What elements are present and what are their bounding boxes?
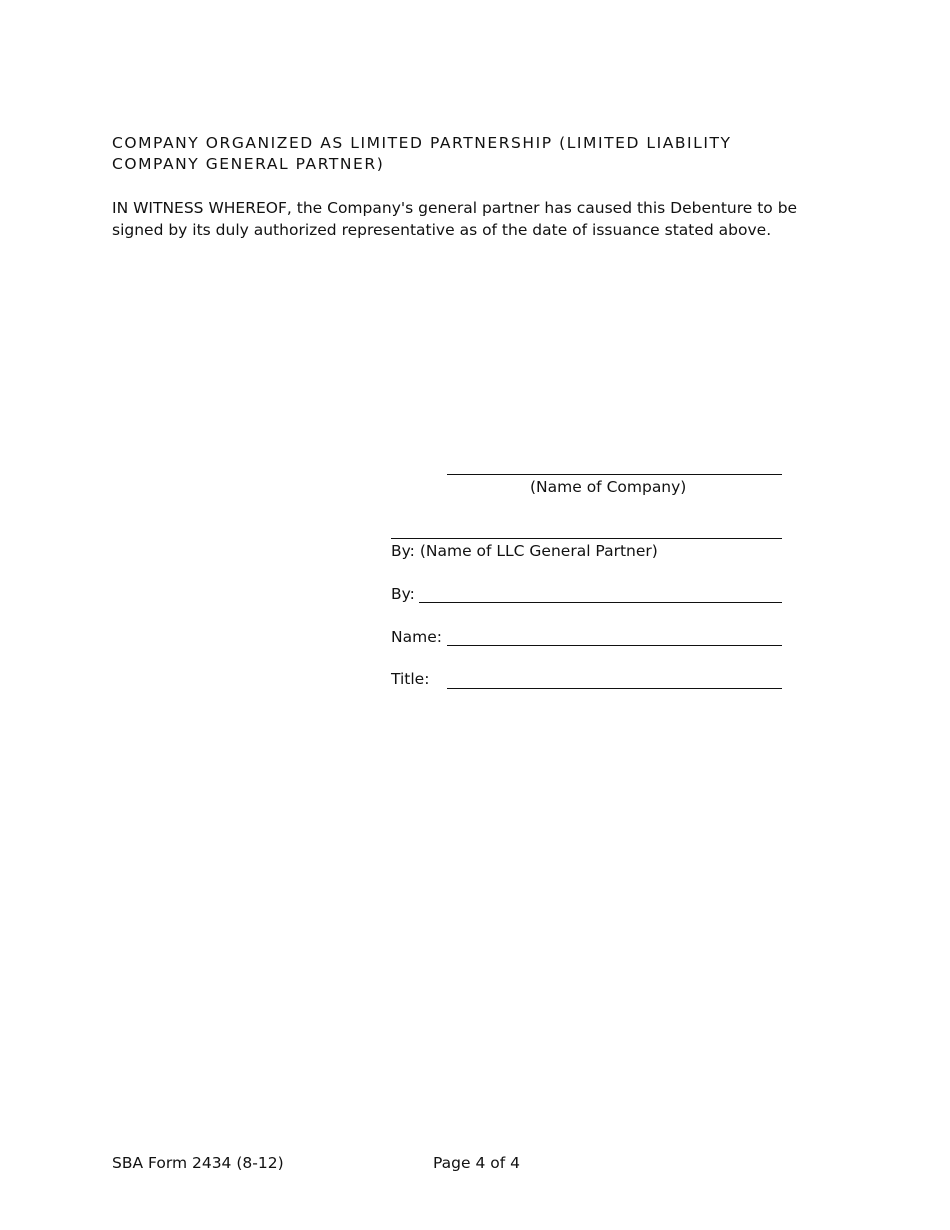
name-label: Name: <box>391 628 442 646</box>
company-name-caption: (Name of Company) <box>530 478 687 496</box>
section-heading: COMPANY ORGANIZED AS LIMITED PARTNERSHIP (LIMITED LIABILITY COMPANY GENERAL PARTNER) <box>112 134 732 173</box>
form-identifier: SBA Form 2434 (8-12) <box>112 1154 284 1172</box>
name-field-line[interactable] <box>447 645 782 646</box>
by-label: By: <box>391 585 415 603</box>
by-signature-line[interactable] <box>419 602 782 603</box>
title-label: Title: <box>391 670 430 688</box>
page-number: Page 4 of 4 <box>433 1154 520 1172</box>
general-partner-signature-line[interactable] <box>391 538 782 539</box>
title-field-line[interactable] <box>447 688 782 689</box>
witness-paragraph: IN WITNESS WHEREOF, the Company's general partner has caused this Debenture to be signed by its duly authorized representative as of the date of issuance stated above. <box>112 199 798 239</box>
general-partner-caption: By: (Name of LLC General Partner) <box>391 542 658 560</box>
company-name-signature-line[interactable] <box>447 474 782 475</box>
